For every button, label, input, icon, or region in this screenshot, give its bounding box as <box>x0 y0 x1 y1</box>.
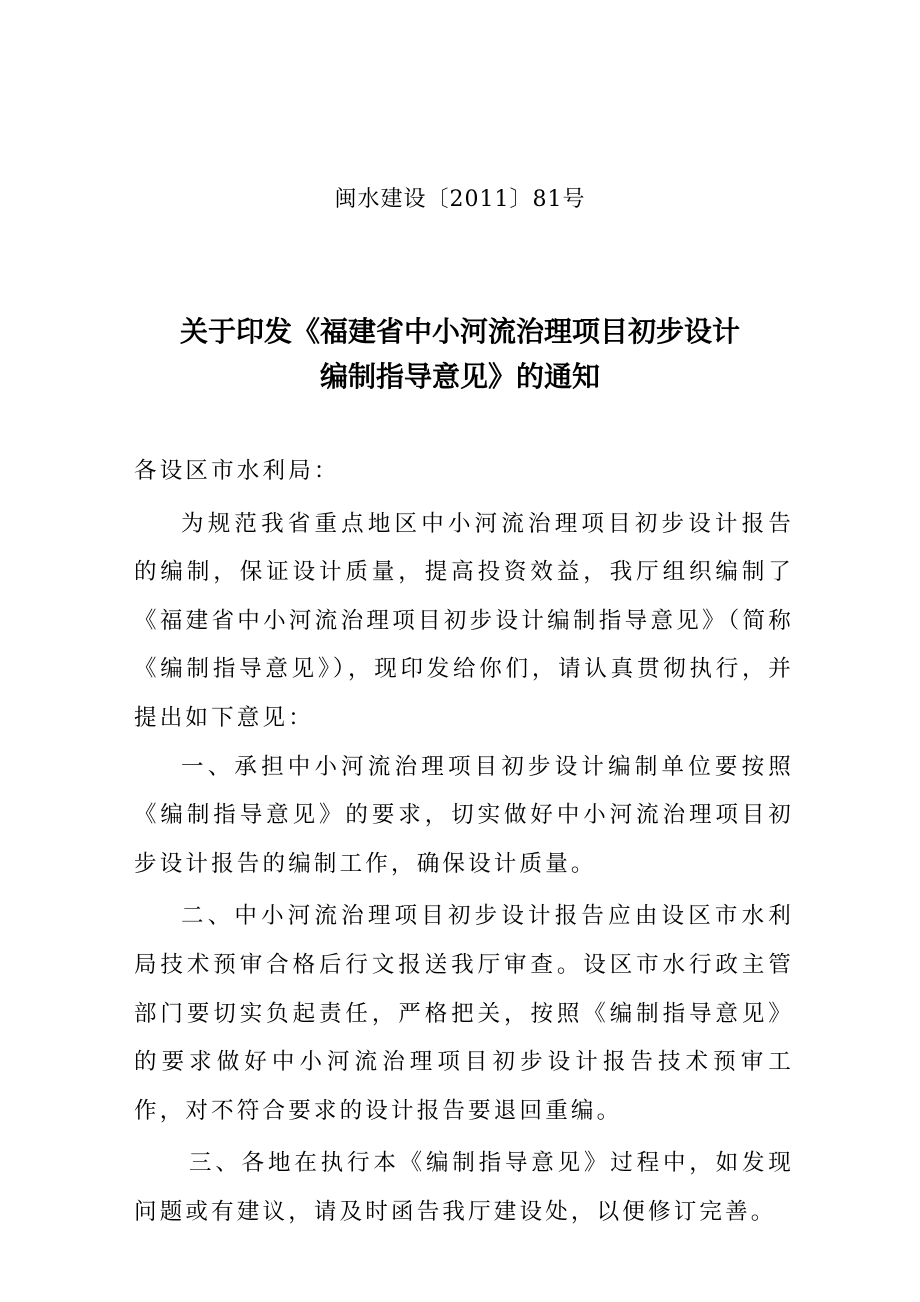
paragraph-item-3: 三、各地在执行本《编制指导意见》过程中，如发现问题或有建议，请及时函告我厅建设处，以便修订完善。 <box>134 1150 794 1225</box>
document-body <box>134 447 794 1237</box>
title-line-1: 关于印发《福建省中小河流治理项目初步设计 <box>179 315 740 348</box>
paragraph-item-2: 二、中小河流治理项目初步设计报告应由设区市水利局技术预审合格后行文报送我厅审查。设区市水行政主管部门要切实负起责任，严格把关，按照《编制指导意见》的要求做好中小河流治理项目初步设计报告技术预审工作，对不符合要求的设计报告要退回重编。 <box>134 903 794 1124</box>
title-line-2: 编制指导意见》的通知 <box>319 360 600 393</box>
document-title <box>100 309 820 399</box>
salutation: 各设区市水利局： <box>134 458 340 484</box>
document-number: 闽水建设〔2011〕81号 <box>334 187 586 212</box>
paragraph-intro: 为规范我省重点地区中小河流治理项目初步设计报告的编制，保证设计质量，提高投资效益，我厅组织编制了《福建省中小河流治理项目初步设计编制指导意见》（简称《编制指导意见》），现印发给你们，请认真贯彻执行，并提出如下意见： <box>134 510 794 731</box>
paragraph-item-1: 一、承担中小河流治理项目初步设计编制单位要按照《编制指导意见》的要求，切实做好中小河流治理项目初步设计报告的编制工作，确保设计质量。 <box>134 753 794 877</box>
